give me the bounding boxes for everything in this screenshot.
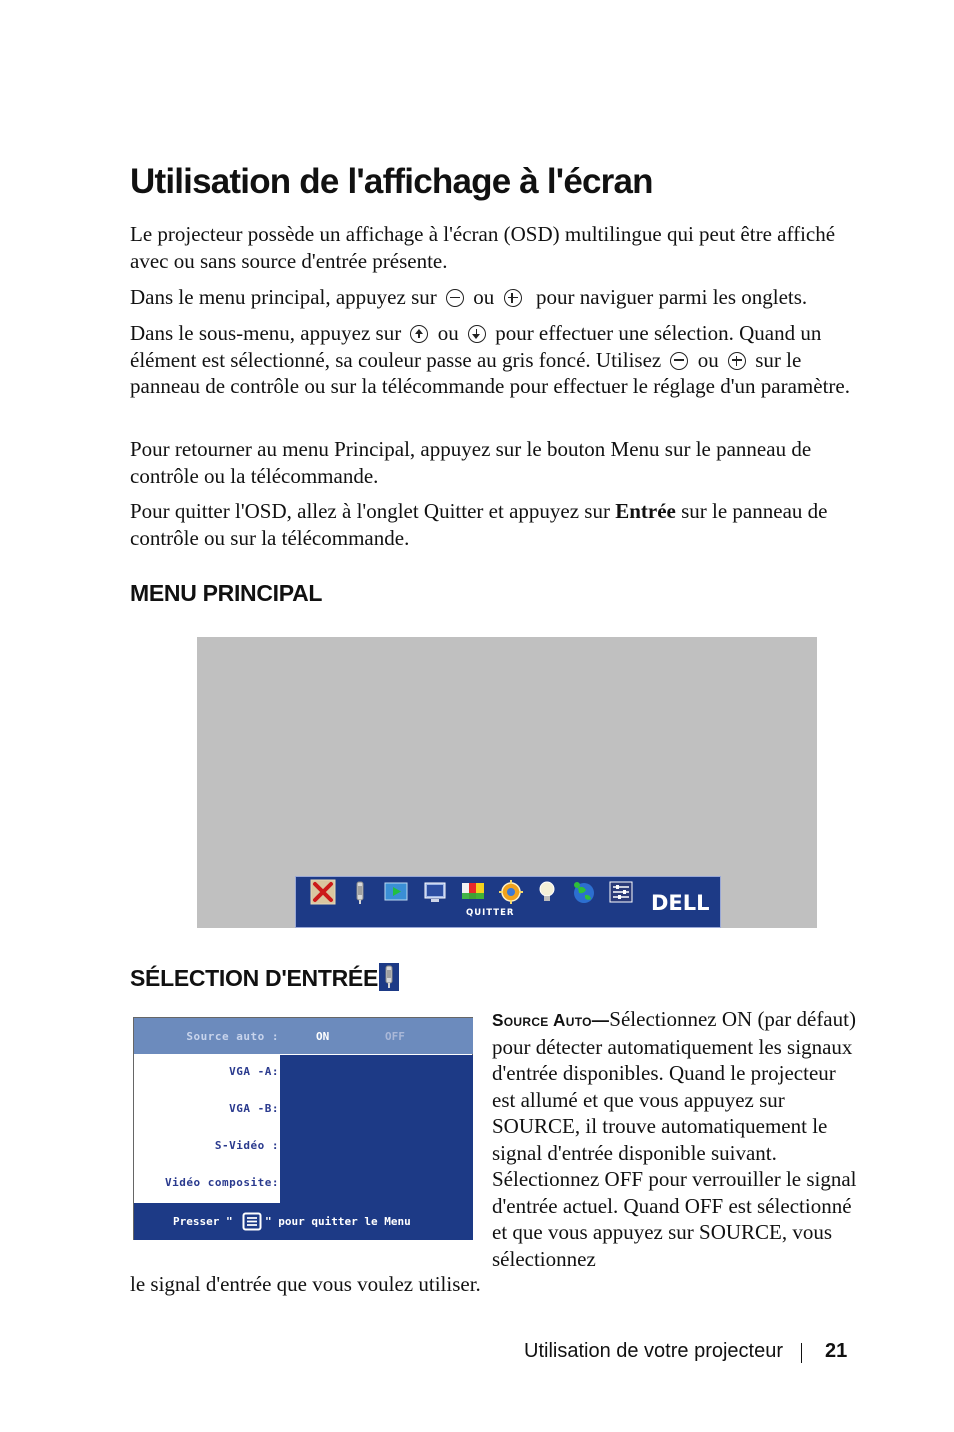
source-row-panel [280, 1092, 473, 1129]
text-fragment: pour effectuer une sélection. Quand un élément est sélectionné, sa couleur passe au gris foncé. Utilisez [130, 321, 822, 372]
text-fragment: Dans le sous-menu, appuyez sur [130, 321, 402, 345]
osd-tab-bar [295, 876, 721, 928]
input-selection-heading [130, 963, 399, 992]
source-auto-description-end [130, 1271, 870, 1298]
enter-keyword: Entrée [615, 499, 676, 523]
page-number: 21 [825, 1340, 848, 1362]
text-fragment: Pour quitter l'OSD, allez à l'onglet Quitter et appuyez sur [130, 499, 610, 523]
input-icon[interactable] [347, 879, 373, 905]
language-icon[interactable] [570, 879, 596, 905]
text-fragment: sur le panneau de contrôle ou sur la télécommande pour effectuer le réglage d'un paramètre. [130, 347, 850, 398]
intro-text: Le projecteur possède un affichage à l'écran (OSD) multilingue qui peut être affiché avec ou sans source d'entrée présente. [130, 222, 836, 273]
text-fragment: Dans le menu principal, appuyez sur [130, 285, 437, 309]
footer-hint-text: " pour quitter le Menu [265, 1215, 411, 1228]
lamp-icon[interactable] [534, 879, 560, 905]
source-row-composite[interactable] [134, 1166, 473, 1203]
source-row-label: S-Vidéo : [214, 1139, 279, 1152]
down-arrow-icon [468, 325, 486, 343]
off-keyword: OFF [684, 1193, 724, 1218]
main-menu-heading: MENU PRINCIPAL [130, 580, 323, 606]
source-row-panel [280, 1055, 473, 1092]
text-fragment: pour naviguer parmi les onglets. [536, 285, 808, 309]
source-auto-row[interactable] [134, 1018, 473, 1054]
osd-active-tab-label: QUITTER [466, 908, 515, 918]
footer-hint-text: Presser " [173, 1215, 233, 1228]
footer-divider [801, 1343, 802, 1363]
preferences-icon[interactable] [608, 879, 634, 905]
source-row-panel [280, 1166, 473, 1203]
up-arrow-icon [410, 325, 428, 343]
osd-input-selection-screenshot [133, 1017, 473, 1240]
source-row-label: Vidéo composite: [165, 1176, 279, 1189]
source-row-s-video[interactable] [134, 1129, 473, 1166]
text-fragment: est sélectionné et que vous appuyez sur [492, 1193, 852, 1244]
source-row-vga-a[interactable] [134, 1055, 473, 1092]
quit-osd-paragraph [130, 498, 870, 551]
dell-logo: DELL [651, 891, 710, 915]
lamp-settings-icon[interactable] [498, 879, 524, 905]
plus-icon [504, 289, 522, 307]
minus-icon [670, 352, 688, 370]
source-auto-description [492, 1006, 864, 1272]
text-fragment: Pour retourner au menu Principal, appuyez sur le bouton Menu sur le panneau de contrôle ou la télécommande. [130, 437, 812, 488]
submenu-nav-paragraph [130, 320, 870, 400]
display-icon[interactable] [460, 879, 486, 905]
intro-paragraph [130, 221, 870, 274]
source-keyword: SOURCE [492, 1114, 575, 1138]
off-keyword: OFF [604, 1167, 644, 1191]
minus-icon [446, 289, 464, 307]
osd-footer-hint [134, 1203, 473, 1240]
heading-text: SÉLECTION D'ENTRÉE [130, 965, 378, 991]
source-auto-off[interactable]: OFF [385, 1030, 405, 1043]
text-fragment: sur le panneau de contrôle ou sur la télécommande. [130, 499, 828, 550]
text-fragment: , il trouve automatiquement le signal d'entrée disponible suivant. Sélectionnez [492, 1114, 828, 1191]
exit-icon[interactable] [310, 879, 336, 905]
text-fragment: (par défaut) pour détecter automatiquement les signaux d'entrée disponibles. Quand le projecteur est allumé et que vous appuyez sur [492, 1007, 856, 1112]
plus-icon [728, 352, 746, 370]
source-row-vga-b[interactable] [134, 1092, 473, 1129]
picture-icon[interactable] [422, 879, 448, 905]
term-label: Source Auto— [492, 1010, 610, 1030]
osd-tab-icons [310, 879, 640, 905]
source-auto-label: Source auto : [186, 1030, 279, 1043]
source-keyword: SOURCE [699, 1220, 782, 1244]
source-auto-on[interactable]: ON [316, 1030, 330, 1043]
footer-chapter-title: Utilisation de votre projecteur [524, 1340, 784, 1362]
text-fragment: , vous sélectionnez [492, 1220, 833, 1271]
source-row-label: VGA -B: [229, 1102, 279, 1115]
text-fragment: Sélectionnez [609, 1007, 722, 1031]
on-keyword: ON [721, 1007, 753, 1031]
text-fragment: ou [437, 321, 459, 345]
text-fragment: pour verrouiller le signal d'entrée actuel. Quand [492, 1167, 857, 1218]
source-row-label: VGA -A: [229, 1065, 279, 1078]
source-row-panel [280, 1129, 473, 1166]
text-fragment: le signal d'entrée que vous voulez utiliser. [130, 1272, 481, 1296]
menu-button-icon [242, 1212, 262, 1231]
input-icon [379, 963, 399, 991]
return-menu-paragraph [130, 436, 870, 489]
main-menu-nav-paragraph [130, 284, 870, 311]
text-fragment: ou [473, 285, 495, 309]
auto-adjust-icon[interactable] [383, 879, 409, 905]
text-fragment: ou [697, 347, 719, 372]
page-title: Utilisation de l'affichage à l'écran [130, 162, 653, 201]
osd-main-menu-screenshot [197, 637, 817, 928]
